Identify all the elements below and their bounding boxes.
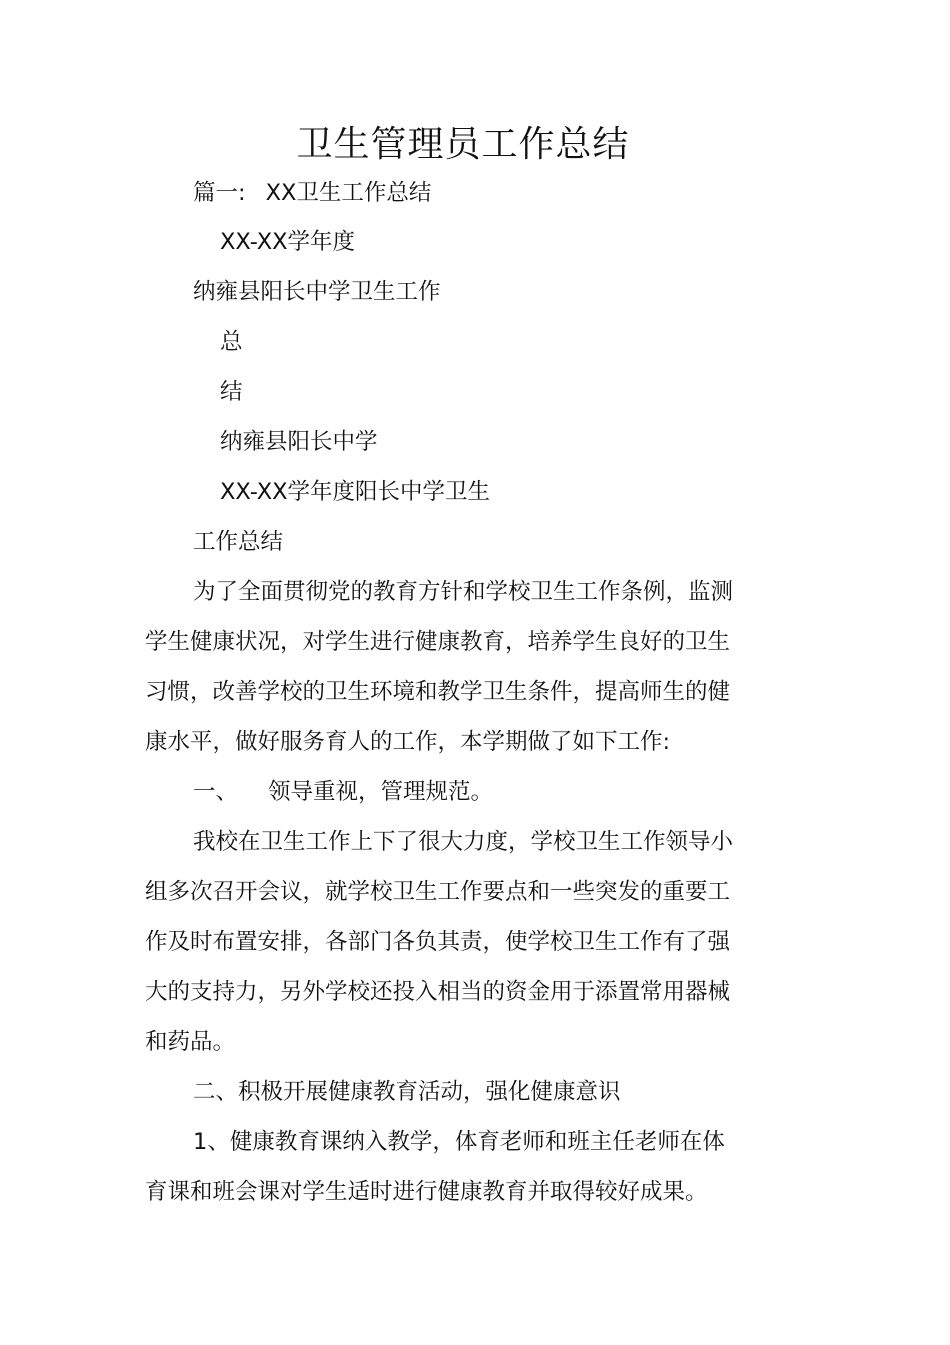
char-line-jie: 结 (220, 379, 243, 405)
section-one-heading (193, 777, 493, 807)
section-two-paragraph-line: 1、健康教育课纳入教学，体育老师和班主任老师在体 (193, 1129, 725, 1155)
intro-paragraph-line: 习惯，改善学校的卫生环境和教学卫生条件，提高师生的健 (145, 679, 731, 705)
intro-paragraph-line: 学生健康状况，对学生进行健康教育，培养学生良好的卫生 (145, 629, 731, 655)
school-work-line: 纳雍县阳长中学卫生工作 (193, 279, 441, 305)
section-one-paragraph-line: 作及时布置安排，各部门各负其责，使学校卫生工作有了强 (145, 929, 731, 955)
intro-paragraph-line: 为了全面贯彻党的教育方针和学校卫生工作条例，监测 (193, 579, 734, 605)
section-one-text: 领导重视，管理规范。 (268, 779, 494, 805)
school-year-title-line: XX-XX学年度阳长中学卫生 (220, 479, 491, 505)
document-heading (193, 178, 431, 208)
section-two-heading: 二、积极开展健康教育活动，强化健康意识 (193, 1079, 621, 1105)
heading-name: XX卫生工作总结 (265, 180, 432, 206)
section-one-paragraph-line: 和药品。 (145, 1029, 236, 1055)
char-line-zong: 总 (220, 329, 243, 355)
intro-paragraph-line: 康水平，做好服务育人的工作，本学期做了如下工作: (145, 729, 671, 755)
section-two-paragraph-line: 育课和班会课对学生适时进行健康教育并取得较好成果。 (145, 1179, 708, 1205)
document-title: 卫生管理员工作总结 (296, 124, 630, 165)
section-one-paragraph-line: 大的支持力，另外学校还投入相当的资金用于添置常用器械 (145, 979, 731, 1005)
work-summary-line: 工作总结 (193, 529, 284, 555)
section-one-label: 一、 (193, 779, 239, 805)
section-one-paragraph-line: 我校在卫生工作上下了很大力度，学校卫生工作领导小 (193, 829, 734, 855)
school-name-line: 纳雍县阳长中学 (220, 429, 378, 455)
heading-prefix: 篇一: (193, 180, 246, 206)
school-year-line: XX-XX学年度 (220, 229, 356, 255)
section-one-paragraph-line: 组多次召开会议，就学校卫生工作要点和一些突发的重要工 (145, 879, 731, 905)
